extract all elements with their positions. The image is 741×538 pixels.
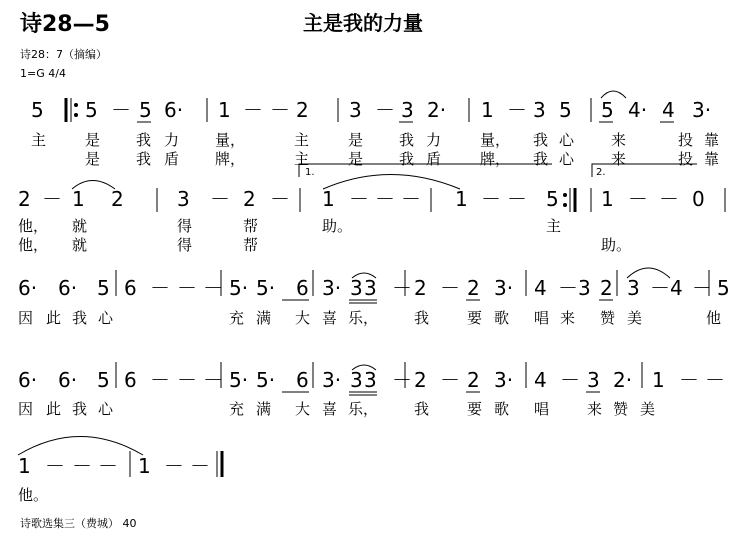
note: － [692, 276, 712, 300]
lyric: 主 [546, 217, 562, 235]
key-meter: 1=G 4/4 [20, 67, 66, 80]
note: 3 [349, 98, 362, 122]
note: － [45, 454, 65, 478]
first-ending-bracket [299, 164, 552, 177]
note: 0 [692, 187, 705, 211]
note: 3 [350, 276, 363, 300]
slur [352, 273, 376, 278]
note: 1 [18, 454, 31, 478]
scripture-source: 诗28：7（摘编） [20, 48, 107, 61]
note: 1 [481, 98, 494, 122]
lyric: 心 [98, 309, 114, 327]
lyric: 满 [256, 400, 272, 418]
lyric: 充 [229, 400, 245, 418]
lyric: 歌 [494, 309, 510, 327]
note: － [210, 187, 230, 211]
note: 6 [296, 368, 309, 392]
note: 5 [601, 98, 614, 122]
lyric: 充 [229, 309, 245, 327]
lyric: 我 [72, 400, 88, 418]
lyric: 要 [467, 309, 483, 327]
note: － [72, 454, 92, 478]
note: 1 [218, 98, 231, 122]
lyric: 主 [294, 131, 310, 149]
note: 5 [546, 187, 559, 211]
note: － [679, 368, 699, 392]
lyric: 美 [640, 400, 656, 418]
lyric: 就 [72, 236, 88, 254]
note: 5 [717, 276, 730, 300]
lyric: 我 [414, 400, 430, 418]
lyric: 来 [611, 131, 627, 149]
lyric: 主 [31, 131, 47, 149]
note: － [177, 276, 197, 300]
lyric: 我 [72, 309, 88, 327]
lyric: 投 [678, 150, 694, 168]
lyric: 是 [348, 131, 364, 149]
note: 4 [534, 276, 547, 300]
note: － [659, 187, 679, 211]
note: 2 [467, 276, 480, 300]
lyric: 助。 [601, 236, 632, 254]
note: 6 [296, 276, 309, 300]
lyric: 来 [611, 150, 627, 168]
lyric: 满 [256, 309, 272, 327]
lyric: 量， [480, 131, 511, 149]
lyric: 他， [18, 217, 49, 235]
note: － [440, 276, 460, 300]
lyric: 主 [294, 150, 310, 168]
note: 3· [494, 276, 514, 300]
lyric: 力 [164, 131, 180, 149]
repeat-dot [74, 113, 78, 117]
lyric: 大 [295, 400, 311, 418]
note: 6· [58, 368, 78, 392]
note: 5 [559, 98, 572, 122]
lyric: 助。 [322, 217, 353, 235]
lyric: 赞 [600, 309, 616, 327]
note: 1 [601, 187, 614, 211]
lyric: 得 [177, 236, 193, 254]
lyric: 唱 [534, 400, 550, 418]
lyric: 就 [72, 217, 88, 235]
lyric: 盾 [164, 150, 180, 168]
note: － [42, 187, 62, 211]
note: － [375, 98, 395, 122]
note: － [507, 98, 527, 122]
note: － [270, 187, 290, 211]
lyric: 此 [46, 309, 62, 327]
lyric: 大 [295, 309, 311, 327]
lyric: 靠 [704, 150, 720, 168]
note: 2· [613, 368, 633, 392]
song-title: 主是我的力量 [303, 11, 423, 35]
lyric: 赞 [613, 400, 629, 418]
note: － [481, 187, 501, 211]
note: 5 [139, 98, 152, 122]
note: 3 [350, 368, 363, 392]
note: － [270, 98, 290, 122]
note: 4 [662, 98, 675, 122]
note: 2 [18, 187, 31, 211]
note: 3· [494, 368, 514, 392]
note: 2 [296, 98, 309, 122]
second-ending-label: 2. [596, 167, 606, 178]
note: 3· [322, 368, 342, 392]
second-ending-bracket [592, 164, 697, 177]
lyric: 投 [678, 131, 694, 149]
note: － [392, 276, 412, 300]
note: 3 [401, 98, 414, 122]
note: 1 [652, 368, 665, 392]
note: 2 [600, 276, 613, 300]
note: － [375, 187, 395, 211]
lyric: 来 [587, 400, 603, 418]
note: － [440, 368, 460, 392]
note: 5· [256, 276, 276, 300]
note: 2· [427, 98, 447, 122]
note: 3· [322, 276, 342, 300]
lyric: 喜 [322, 309, 338, 327]
lyric: 是 [85, 131, 101, 149]
lyric: 他， [18, 236, 49, 254]
note: 1 [322, 187, 335, 211]
slur [601, 91, 626, 98]
note: －4 [650, 276, 683, 300]
note: 3 [587, 368, 600, 392]
lyric: 心 [559, 150, 575, 168]
note: － [190, 454, 210, 478]
note: － [628, 187, 648, 211]
note: － [392, 368, 412, 392]
tie [18, 437, 143, 456]
lyric: 盾 [426, 150, 442, 168]
note: 3 [364, 368, 377, 392]
note: － [150, 276, 170, 300]
note: 6· [58, 276, 78, 300]
note: 2 [111, 187, 124, 211]
note: 5 [85, 98, 98, 122]
lyric: 因 [18, 309, 34, 327]
note: － [705, 368, 725, 392]
note: － [150, 368, 170, 392]
note: － [401, 187, 421, 211]
lyric: 喜 [322, 400, 338, 418]
lyric: 量， [215, 131, 246, 149]
lyric: 我 [533, 131, 549, 149]
lyric: 我 [136, 131, 152, 149]
lyric: 美 [627, 309, 643, 327]
slur [627, 268, 670, 278]
note: － [164, 454, 184, 478]
first-ending-label: 1. [305, 167, 315, 178]
repeat-dot [563, 193, 567, 197]
lyric: 他。 [18, 486, 49, 504]
lyric: 他 [706, 309, 722, 327]
lyric: 是 [85, 150, 101, 168]
lyric: 因 [18, 400, 34, 418]
lyric: 我 [136, 150, 152, 168]
note: 5· [229, 368, 249, 392]
note: 3· [692, 98, 712, 122]
slur [323, 175, 460, 190]
note: 6· [18, 276, 38, 300]
lyric: 要 [467, 400, 483, 418]
note: 5 [97, 368, 110, 392]
note: － [349, 187, 369, 211]
lyric: 乐， [348, 400, 379, 418]
lyric: 牌， [480, 150, 511, 168]
note: － [177, 368, 197, 392]
note: － [507, 187, 527, 211]
note: 4· [628, 98, 648, 122]
repeat-dot [74, 103, 78, 107]
slur [352, 365, 376, 370]
lyric: 帮 [243, 236, 259, 254]
lyric: 我 [414, 309, 430, 327]
note: 5 [97, 276, 110, 300]
note: － [203, 368, 223, 392]
lyric: 我 [399, 131, 415, 149]
lyric: 我 [399, 150, 415, 168]
lyric: 来 [560, 309, 576, 327]
lyric: 心 [559, 131, 575, 149]
lyric: 牌， [215, 150, 246, 168]
lyric: 心 [98, 400, 114, 418]
note: 3 [177, 187, 190, 211]
note: 2 [243, 187, 256, 211]
lyric: 得 [177, 217, 193, 235]
lyric: 帮 [243, 217, 259, 235]
note: 3 [627, 276, 640, 300]
lyric: 乐， [348, 309, 379, 327]
note: 5 [31, 98, 44, 122]
lyric: 力 [426, 131, 442, 149]
note: － [111, 98, 131, 122]
note: 3 [364, 276, 377, 300]
note: 6· [164, 98, 184, 122]
note: －3 [558, 276, 591, 300]
note: 1 [455, 187, 468, 211]
note: 6 [124, 368, 137, 392]
note: 6· [18, 368, 38, 392]
note: 4 [534, 368, 547, 392]
lyric: 歌 [494, 400, 510, 418]
note: 3 [533, 98, 546, 122]
note: 1 [138, 454, 151, 478]
footer-source: 诗歌选集三（费城） 40 [20, 517, 137, 530]
lyric: 此 [46, 400, 62, 418]
lyric: 靠 [704, 131, 720, 149]
note: 5· [229, 276, 249, 300]
note: 1 [72, 187, 85, 211]
note: 2 [414, 276, 427, 300]
note: － [98, 454, 118, 478]
note: 2 [414, 368, 427, 392]
note: － [203, 276, 223, 300]
note: 6 [124, 276, 137, 300]
lyric: 是 [348, 150, 364, 168]
hymn-number: 诗28—5 [20, 12, 110, 37]
slur [72, 181, 115, 190]
lyric: 唱 [534, 309, 550, 327]
note: － [243, 98, 263, 122]
lyric: 我 [533, 150, 549, 168]
note: 5· [256, 368, 276, 392]
repeat-dot [563, 203, 567, 207]
note: 2 [467, 368, 480, 392]
note: － [560, 368, 580, 392]
